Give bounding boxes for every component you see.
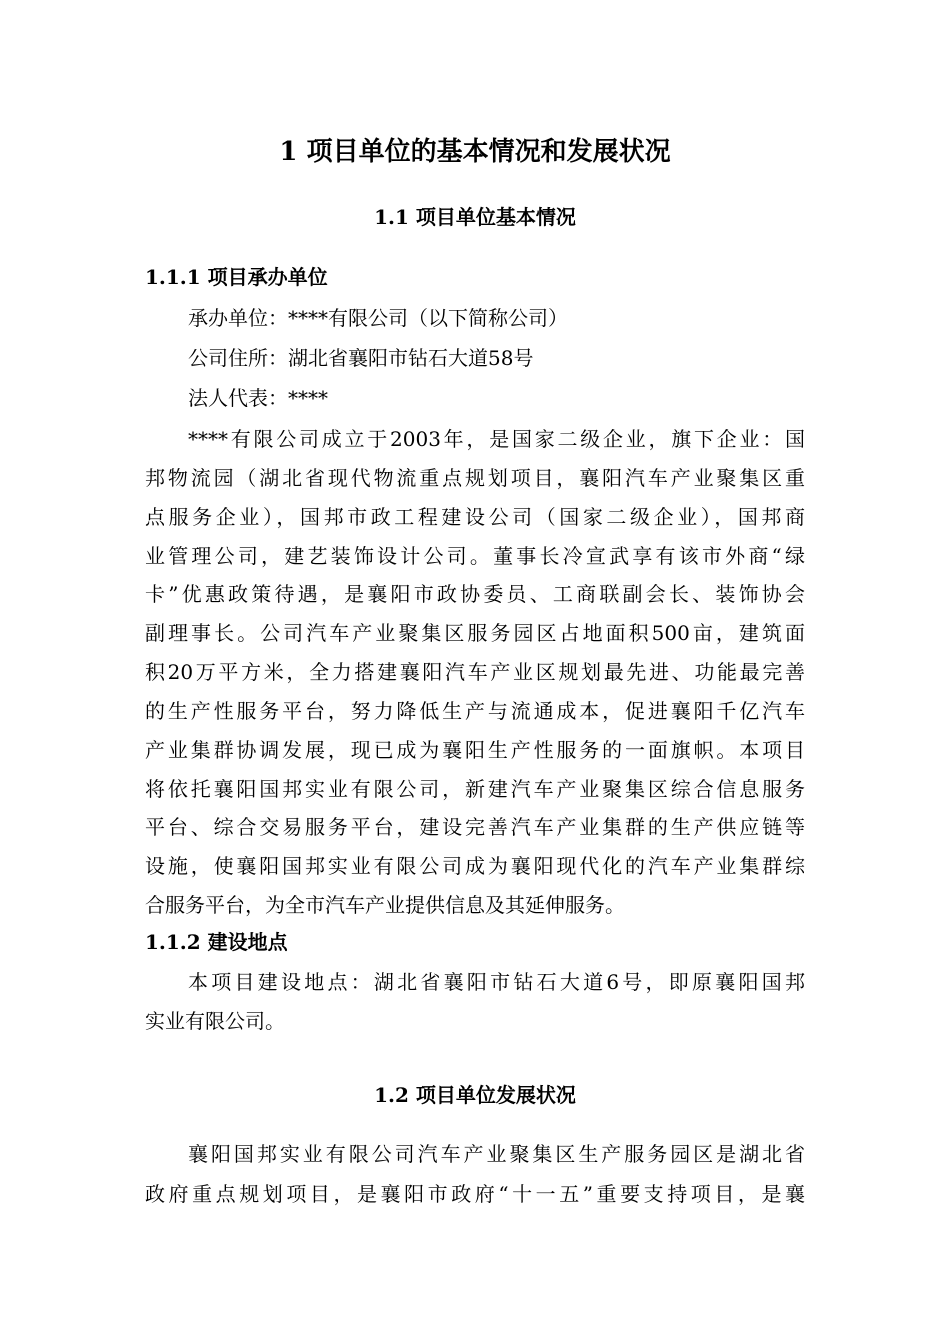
paragraph-line: 卡”优惠政策待遇，是襄阳市政协委员、工商联副会长、装饰协会 [145,582,805,606]
paragraph-line: 平台、综合交易服务平台，建设完善汽车产业集群的生产供应链等 [145,815,805,839]
section-heading-1-2: 1.2 项目单位发展状况 [374,1083,576,1107]
paragraph-line: 邦物流园（湖北省现代物流重点规划项目，襄阳汽车产业聚集区重 [145,466,805,490]
paragraph-line: 合服务平台，为全市汽车产业提供信息及其延伸服务。 [145,893,625,917]
info-line-legal-rep: 法人代表：**** [188,386,328,410]
paragraph-line: ****有限公司成立于2003年，是国家二级企业，旗下企业：国 [188,427,805,451]
subsection-heading-1-1-1: 1.1.1 项目承办单位 [145,265,328,289]
paragraph-line: 设施，使襄阳国邦实业有限公司成为襄阳现代化的汽车产业集群综 [145,854,805,878]
section-heading-1-1: 1.1 项目单位基本情况 [374,205,576,229]
paragraph-line: 将依托襄阳国邦实业有限公司，新建汽车产业聚集区综合信息服务 [145,777,805,801]
paragraph-line: 实业有限公司。 [145,1009,285,1033]
paragraph-line: 业管理公司，建艺装饰设计公司。董事长冷宣武享有该市外商“绿 [145,544,805,568]
paragraph-line: 产业集群协调发展，现已成为襄阳生产性服务的一面旗帜。本项目 [145,738,805,762]
info-line-organizer: 承办单位：****有限公司（以下简称公司） [188,306,568,330]
paragraph-line: 积20万平方米，全力搭建襄阳汽车产业区规划最先进、功能最完善 [145,660,805,684]
paragraph-line: 点服务企业），国邦市政工程建设公司（国家二级企业），国邦商 [145,505,805,529]
paragraph-line: 本项目建设地点：湖北省襄阳市钻石大道6号，即原襄阳国邦 [188,970,805,994]
subsection-heading-1-1-2: 1.1.2 建设地点 [145,930,288,954]
chapter-title: 1 项目单位的基本情况和发展状况 [279,137,671,167]
paragraph-line: 襄阳国邦实业有限公司汽车产业聚集区生产服务园区是湖北省 [188,1142,805,1166]
paragraph-line: 副理事长。公司汽车产业聚集区服务园区占地面积500亩，建筑面 [145,621,805,645]
paragraph-line: 政府重点规划项目，是襄阳市政府“十一五”重要支持项目，是襄 [145,1182,805,1206]
info-line-address: 公司住所：湖北省襄阳市钻石大道58号 [188,346,534,370]
paragraph-line: 的生产性服务平台，努力降低生产与流通成本，促进襄阳千亿汽车 [145,699,805,723]
